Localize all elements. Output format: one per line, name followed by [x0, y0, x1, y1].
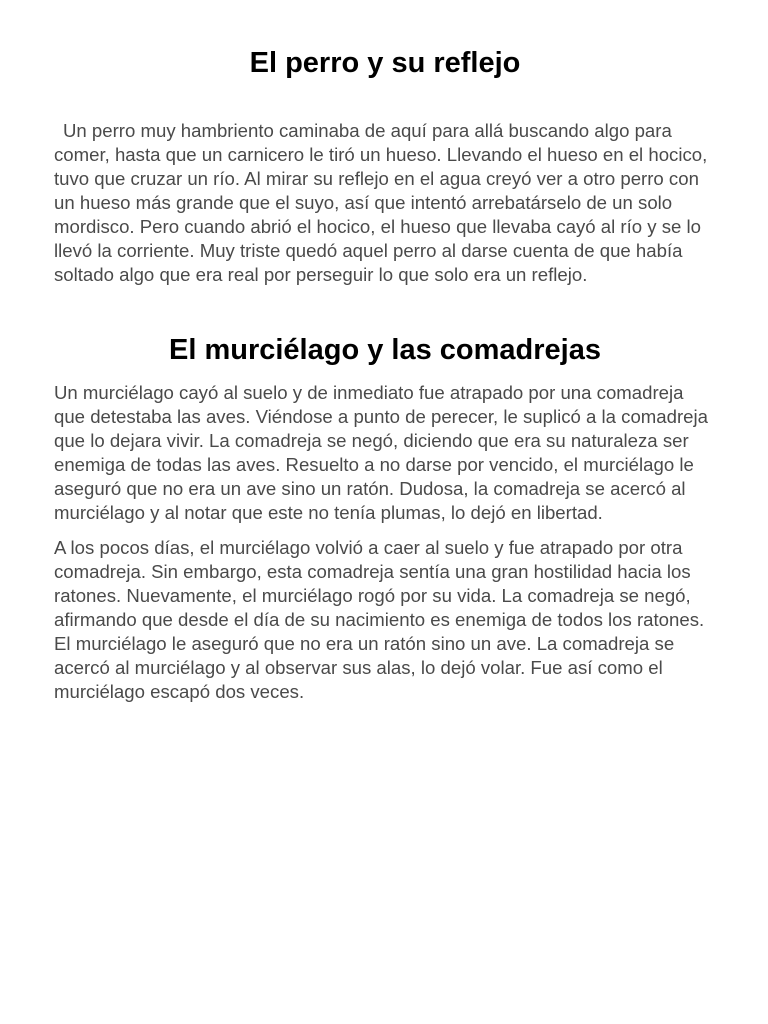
story-perro	[54, 0, 716, 287]
story-paragraph: A los pocos días, el murciélago volvió a caer al suelo y fue atrapado por otra comadreja. Sin embargo, esta comadreja sentía una gran hostilidad hacia los ratones. Nuevamente, el murciélago rogó por su vida. La comadreja se negó, afirmando que desde el día de su nacimiento es enemiga de todos los ratones. El murciélago le aseguró que no era un ratón sino un ave. La comadreja se acercó al murciélago y al observar sus alas, lo dejó volar. Fue así como el murciélago escapó dos veces.	[54, 537, 705, 702]
story-paragraph: Un murciélago cayó al suelo y de inmediato fue atrapado por una comadreja que detestaba las aves. Viéndose a punto de perecer, le suplicó a la comadreja que lo dejara vivir. La comadreja se negó, diciendo que era su naturaleza ser enemiga de todas las aves. Resuelto a no darse por vencido, el murciélago le aseguró que no era un ave sino un ratón. Dudosa, la comadreja se acercó al murciélago y al notar que este no tenía plumas, lo dejó en libertad.	[54, 382, 708, 523]
story-title: El murciélago y las comadrejas	[169, 334, 601, 366]
story-murcielago	[54, 287, 716, 704]
story-paragraph: Un perro muy hambriento caminaba de aquí para allá buscando algo para comer, hasta que un carnicero le tiró un hueso. Llevando el hueso en el hocico, tuvo que cruzar un río. Al mirar su reflejo en el agua creyó ver a otro perro con un hueso más grande que el suyo, así que intentó arrebatárselo de un solo mordisco. Pero cuando abrió el hocico, el hueso que llevaba cayó al río y se lo llevó la corriente. Muy triste quedó aquel perro al darse cuenta de que había soltado algo que era real por perseguir lo que solo era un reflejo.	[54, 120, 708, 285]
story-title: El perro y su reflejo	[249, 47, 521, 79]
